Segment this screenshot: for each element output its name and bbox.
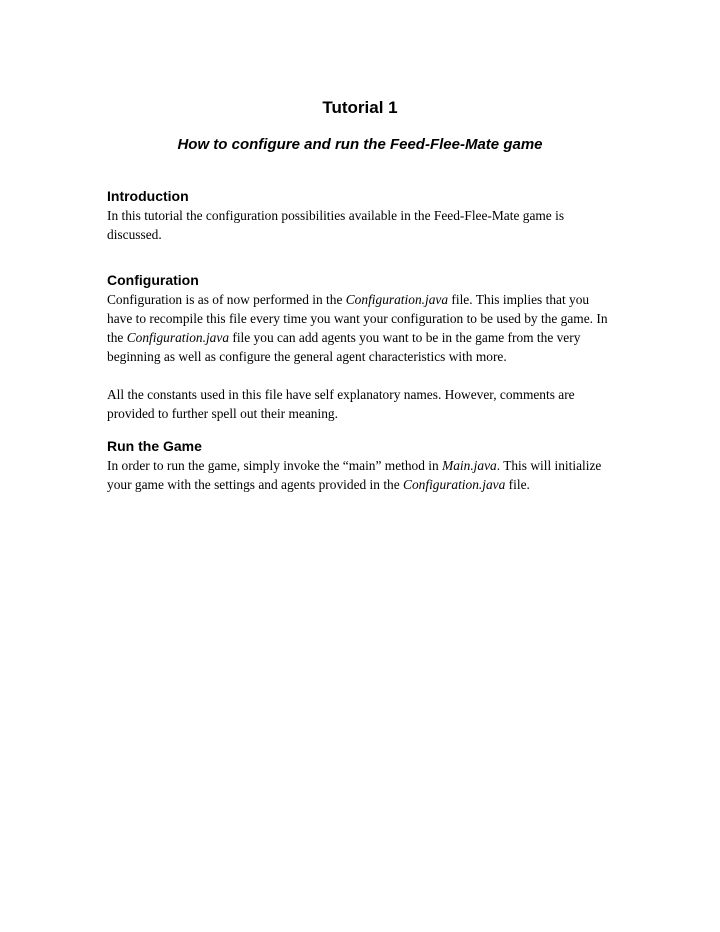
section-introduction (107, 187, 617, 244)
section-heading: Introduction (107, 188, 189, 204)
text-span: . This will initialize your game with the settings and agents provided in the (107, 458, 602, 492)
filename-emphasis: Configuration.java (403, 477, 506, 492)
text-span: file. (505, 477, 530, 492)
filename-emphasis: Configuration.java (345, 292, 449, 307)
text-span: file you can add agents you want to be in the game from the very beginning as well as configure the general agent characteristics with more. (107, 330, 581, 364)
filename-emphasis: Configuration.java (126, 330, 230, 345)
paragraph: In this tutorial the configuration possibilities available in the Feed-Flee-Mate game is discussed. (107, 208, 565, 242)
document-subtitle: How to configure and run the Feed-Flee-Mate game (177, 136, 543, 153)
section-configuration (107, 271, 617, 423)
section-heading: Configuration (107, 272, 199, 288)
paragraph (107, 456, 617, 494)
text-span: Configuration is as of now performed in the (107, 292, 346, 307)
section-heading: Run the Game (107, 438, 202, 454)
paragraph (107, 290, 617, 366)
section-run-the-game (107, 437, 617, 494)
paragraph: All the constants used in this file have self explanatory names. However, comments are provided to further spell out their meaning. (107, 387, 575, 421)
filename-emphasis: Main.java (442, 458, 497, 473)
document-title: Tutorial 1 (322, 98, 398, 117)
text-span: file. This implies that you have to recompile this file every time you want your configuration to be used by the game. In the (107, 292, 608, 345)
text-span: In order to run the game, simply invoke the “main” method in (107, 458, 443, 473)
